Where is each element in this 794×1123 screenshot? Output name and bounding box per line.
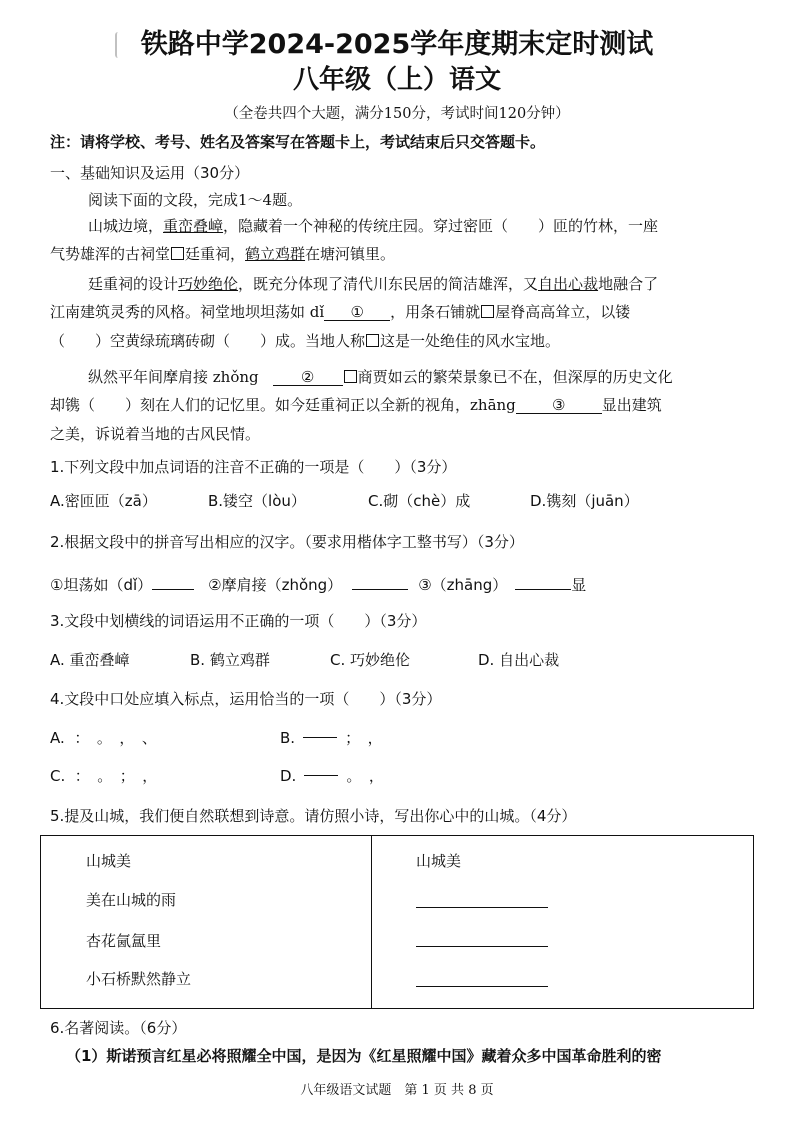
q2-blank-c[interactable] [515,571,571,590]
section1-intro: 阅读下面的文段，完成1～4题。 [88,191,303,209]
passage-text: 之美，诉说着当地的古风民情。 [50,425,261,443]
passage-text: ，既充分体现了清代川东民居的简洁雄浑，又 [238,275,539,293]
passage-text: 气势雄浑的古祠堂 [50,245,171,263]
passage-text: ，隐藏着一个神秘的传统庄园。穿过密匝（ ）匝的竹林，一座 [223,217,659,235]
poem-line: 小石桥默然静立 [86,970,192,988]
q4-option-c[interactable] [50,766,157,786]
option-label: A. [50,729,65,747]
exam-title: 铁路中学2024-2025学年度期末定时测试 [140,29,654,60]
dash-mark [304,775,338,776]
exam-subtitle: 八年级（上）语文 [292,65,501,95]
passage-text: 在塘河镇里。 [305,245,396,263]
poem-title-left: 山城美 [86,852,132,870]
q3-option-a[interactable]: A. 重峦叠嶂 [50,651,130,669]
poem-line: 杏花氤氲里 [86,932,162,950]
underlined-term: 重峦叠嶂 [163,217,224,235]
question-6-sub1: （1）斯诺预言红星必将照耀全中国，是因为《红星照耀中国》藏着众多中国革命胜利的密 [66,1047,662,1065]
passage-text: ，用条石铺就 [390,303,481,321]
option-marks: 。 ， [346,767,384,785]
poem-answer-line[interactable] [416,986,548,987]
poem-answer-line[interactable] [416,907,548,908]
passage-line [88,367,673,387]
question-2-stem: 2.根据文段中的拼音写出相应的汉字。（要求用楷体字工整书写）（3分） [50,533,524,551]
q2-item-a: ①坦荡如（dǐ） [50,576,153,594]
dash-mark [303,737,337,738]
passage-line [50,244,395,264]
underlined-term: 自出心裁 [538,275,599,293]
option-label: D. [280,767,297,785]
punctuation-box [481,305,494,318]
passage-text: 廷重祠， [185,245,246,263]
answer-blank-3[interactable]: ③ [516,395,602,414]
answer-blank-2[interactable]: ② [273,367,343,386]
q3-option-c[interactable]: C. 巧妙绝伦 [330,651,411,669]
question-5-stem: 5.提及山城，我们便自然联想到诗意。请仿照小诗，写出你心中的山城。（4分） [50,807,577,825]
q2-item-b: ②摩肩接（zhǒng） [208,576,343,594]
exam-note: 注：请将学校、考号、姓名及答案写在答题卡上，考试结束后只交答题卡。 [50,133,546,151]
question-1-stem: 1.下列文段中加点词语的注音不正确的一项是（ ）（3分） [50,458,457,476]
question-6-stem: 6.名著阅读。（6分） [50,1019,187,1037]
passage-text: 商贾如云的繁荣景象已不在，但深厚的历史文化 [357,368,673,386]
poem-title-right: 山城美 [416,852,462,870]
passage-line [50,302,630,322]
option-label: B. [280,729,296,747]
q3-option-b[interactable]: B. 鹤立鸡群 [190,651,270,669]
passage-text: 却镌（ ）刻在人们的记忆里。如今廷重祠正以全新的视角，zhāng [50,396,516,414]
q2-blank-b[interactable] [352,571,408,590]
option-marks: ； ， [345,729,383,747]
question-3-stem: 3.文段中划横线的词语运用不正确的一项（ ）（3分） [50,612,427,630]
passage-line [88,274,658,294]
passage-text: 纵然平年间摩肩接 zhǒng [88,368,259,386]
q2-item-c: ③（zhāng） [418,576,508,594]
q4-option-a[interactable] [50,728,157,748]
option-label: C. [50,767,66,785]
passage-line [50,331,560,351]
passage-line [50,395,662,415]
punctuation-box [171,247,184,260]
q4-option-d[interactable] [280,766,384,786]
q3-option-d[interactable]: D. 自出心裁 [478,651,560,669]
passage-text: （ ）空黄绿琉璃砖砌（ ）成。当地人称 [50,332,366,350]
poem-divider [371,835,372,1009]
passage-text: 廷重祠的设计 [88,275,179,293]
poem-line: 美在山城的雨 [86,891,177,909]
passage-text: 江南建筑灵秀的风格。祠堂地坝坦荡如 dǐ [50,303,325,321]
answer-blank-1[interactable]: ① [324,302,390,321]
exam-info: （全卷共四个大题，满分150分，考试时间120分钟） [224,106,570,122]
underlined-term: 巧妙绝伦 [178,275,239,293]
option-marks: ： 。 ， 、 [74,729,157,747]
option-marks: ： 。 ； ， [74,767,158,785]
page-footer: 八年级语文试题 第 1 页 共 8 页 [300,1083,494,1098]
poem-answer-line[interactable] [416,946,548,947]
passage-line [50,424,260,444]
q4-option-b[interactable] [280,728,383,748]
punctuation-box [366,334,379,347]
underlined-term: 鹤立鸡群 [245,245,306,263]
question-4-stem: 4.文段中口处应填入标点，运用恰当的一项（ ）（3分） [50,690,442,708]
q2-item-c-tail: 显 [571,576,587,594]
q1-option-a[interactable]: A.密匝匝（zā） [50,492,157,510]
q2-blank-a[interactable] [152,571,194,590]
passage-text: 这是一处绝佳的风水宝地。 [380,332,561,350]
q1-option-d[interactable]: D.镌刻（juān） [530,492,639,510]
section1-heading: 一、基础知识及运用（30分） [50,164,250,182]
q1-option-c[interactable]: C.砌（chè）成 [368,492,471,510]
passage-line [88,216,658,236]
passage-text: 屋脊高高耸立，以镂 [495,303,631,321]
passage-text: 地融合了 [598,275,659,293]
q1-option-b[interactable]: B.镂空（lòu） [208,492,306,510]
punctuation-box [344,370,357,383]
passage-text: 山城边境， [88,217,164,235]
passage-text: 显出建筑 [601,396,662,414]
q2-answers [50,571,586,595]
